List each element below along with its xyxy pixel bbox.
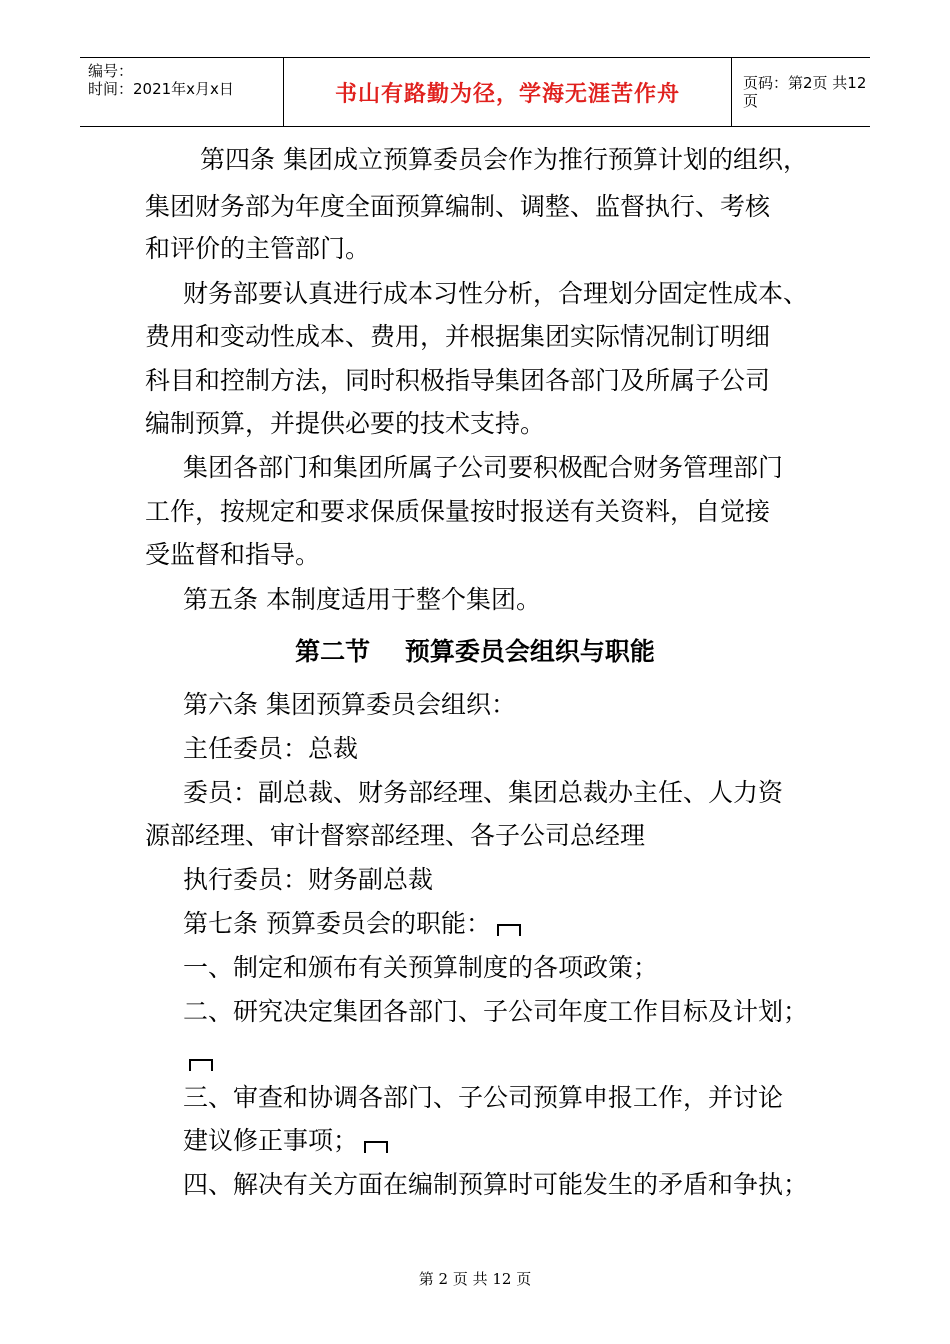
paragraph-line-with-mark (183, 909, 521, 939)
header-meta (80, 58, 283, 126)
document-time-label: 时间：2021年x月x日 (88, 80, 234, 98)
header-motto-cell (283, 58, 732, 126)
bracket-mark-icon (364, 1141, 388, 1153)
paragraph-line: 源部经理、审计督察部经理、各子公司总经理 (145, 821, 646, 850)
paragraph-text: 第七条 预算委员会的职能： (183, 909, 491, 938)
bracket-mark-icon (189, 1059, 213, 1071)
paragraph-line: 财务部要认真进行成本习性分析，合理划分固定性成本、 (183, 279, 809, 308)
paragraph-line: 集团各部门和集团所属子公司要积极配合财务管理部门 (183, 453, 784, 482)
paragraph-line: 编制预算，并提供必要的技术支持。 (145, 409, 546, 438)
paragraph-line: 工作，按规定和要求保质保量按时报送有关资料，自觉接 (145, 497, 771, 526)
paragraph-line: 第六条 集团预算委员会组织： (183, 690, 516, 719)
paragraph-line: 费用和变动性成本、费用，并根据集团实际情况制订明细 (145, 322, 771, 351)
page-footer: 第 2 页 共 12 页 (418, 1270, 532, 1288)
section-heading: 第二节 预算委员会组织与职能 (295, 637, 655, 666)
header-page-info: 页码：第2页 共12页 (743, 74, 867, 110)
bracket-mark-icon (497, 924, 521, 936)
header-page-cell (731, 58, 870, 126)
paragraph-line: 第四条 集团成立预算委员会作为推行预算计划的组织， (200, 145, 808, 174)
paragraph-line: 集团财务部为年度全面预算编制、调整、监督执行、考核 (145, 192, 771, 221)
document-header (80, 57, 870, 127)
paragraph-line: 第五条 本制度适用于整个集团。 (183, 585, 541, 614)
paragraph-line: 受监督和指导。 (145, 540, 321, 569)
paragraph-line: 执行委员：财务副总裁 (183, 865, 434, 894)
document-number-label: 编号： (88, 62, 134, 80)
paragraph-line: 科目和控制方法，同时积极指导集团各部门及所属子公司 (145, 366, 771, 395)
paragraph-line: 二、研究决定集团各部门、子公司年度工作目标及计划； (183, 997, 809, 1026)
paragraph-line: 主任委员：总裁 (183, 734, 359, 763)
paragraph-line: 委员：副总裁、财务部经理、集团总裁办主任、人力资 (183, 778, 784, 807)
paragraph-line: 三、审查和协调各部门、子公司预算申报工作，并讨论 (183, 1083, 784, 1112)
paragraph-line: 一、制定和颁布有关预算制度的各项政策； (183, 953, 659, 982)
paragraph-line-with-mark (183, 1126, 388, 1156)
paragraph-line: 和评价的主管部门。 (145, 234, 371, 263)
paragraph-line: 四、解决有关方面在编制预算时可能发生的矛盾和争执； (183, 1170, 809, 1199)
paragraph-text: 建议修正事项； (183, 1126, 359, 1155)
header-motto: 书山有路勤为径，学海无涯苦作舟 (334, 81, 680, 107)
